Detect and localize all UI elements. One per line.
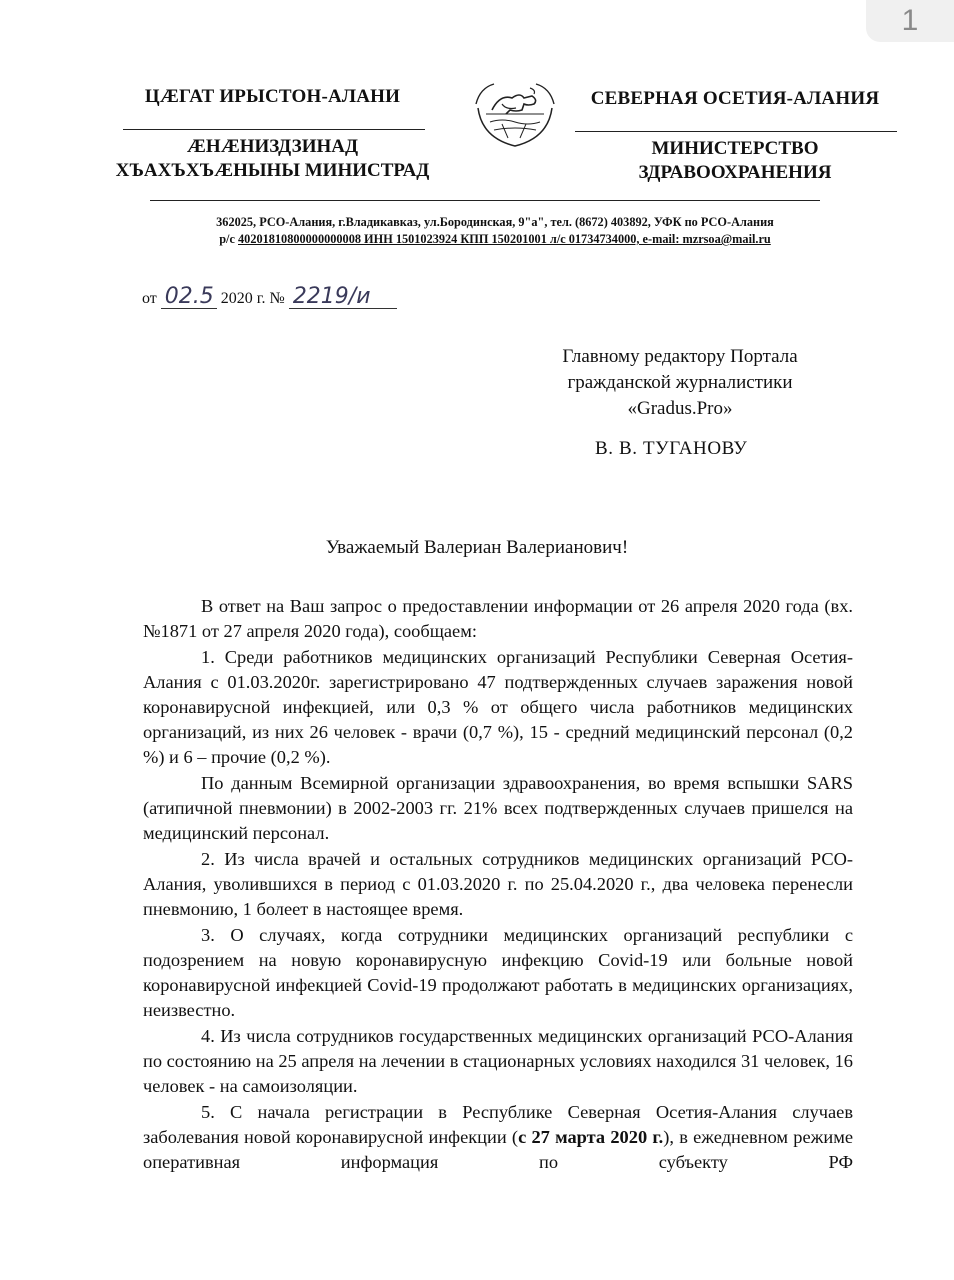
registration-start-date: с 27 марта 2020 г. <box>518 1127 664 1147</box>
outgoing-number-line <box>142 286 397 309</box>
recipient-line2: гражданской журналистики <box>567 372 793 393</box>
header-right-subtitle <box>565 137 905 185</box>
header-left-rule <box>123 129 425 130</box>
paragraph-item-1-who: По данным Всемирной организации здравоохранения, во время вспышки SARS (атипичной пневмонии) в 2002-2003 гг. 21% всех подтвержденных случаев пришелся на медицинский персонал. <box>143 773 853 843</box>
header-right-sub-line2: ЗДРАВООХРАНЕНИЯ <box>638 162 832 183</box>
address-line2: р/с 40201810800000000008 ИНН 1501023924 КПП 150201001 л/с 01734734000, e-mail: mzrsoa@mail.ru <box>219 232 771 246</box>
recipient-name: В. В. ТУГАНОВУ <box>595 438 748 459</box>
handwritten-outgoing-number: 2219/и <box>289 286 397 309</box>
header-left-subtitle <box>95 135 450 183</box>
coat-of-arms-leopard-icon <box>472 80 558 148</box>
recipient-line1: Главному редактору Портала <box>562 346 798 367</box>
greeting: Уважаемый Валериан Валерианович! <box>325 537 629 558</box>
paragraph-item-2: 2. Из числа врачей и остальных сотрудников медицинских организаций РСО-Алания, уволившихся в период с 01.03.2020 г. по 25.04.2020 г., два человека перенесли пневмонию, 1 болеет в настоящее время. <box>143 849 853 919</box>
paragraph-item-3: 3. О случаях, когда сотрудники медицинских организаций республики с подозрением на новую коронавирусную инфекцию Covid-19 или больные новой коронавирусной инфекцией Covid-19 продолжают работать в медицинских организациях, неизвестно. <box>143 925 853 1020</box>
header-right-title: СЕВЕРНАЯ ОСЕТИЯ-АЛАНИЯ <box>590 88 880 109</box>
paragraph-item-5: 5. С начала регистрации в Республике Северная Осетия-Алания случаев заболевания новой коронавирусной инфекции (с 27 марта 2020 г.), в ежедневном режиме оперативная информация по субъекту РФ <box>143 1102 854 1172</box>
letter-body <box>143 594 853 1176</box>
header-right-rule <box>575 131 897 132</box>
recipient-line3: «Gradus.Pro» <box>627 398 733 419</box>
handwritten-date: 02.5 <box>161 286 217 309</box>
outgoing-number-label: № <box>269 290 285 307</box>
header-left-sub-line2: ХЪАХЪХЪÆНЫНЫ МИНИСТРАД <box>115 160 430 181</box>
header-right-sub-line1: МИНИСТЕРСТВО <box>651 138 819 159</box>
address-block <box>100 214 890 248</box>
header-left-title: ЦÆГАТ ИРЫСТОН-АЛАНИ <box>144 86 401 107</box>
address-line1: 362025, РСО-Алания, г.Владикавказ, ул.Бородинская, 9"а", тел. (8672) 403892, УФК по РСО-Алания <box>216 215 774 229</box>
bank-account-details: 40201810800000000008 ИНН 1501023924 КПП 150201001 л/с 01734734000, e-mail: mzrsoa@mail.ru <box>238 232 771 246</box>
recipient-block <box>535 344 825 422</box>
paragraph-item-1: 1. Среди работников медицинских организаций Республики Северная Осетия-Алания с 01.03.2020г. зарегистрировано 47 подтвержденных случаев заражения новой коронавирусной инфекцией, или 0,3 % от общего числа работников медицинских организаций, из них 26 человек - врачи (0,7 %), 15 - средний медицинский персонал (0,2 %) и 6 – прочие (0,2 %). <box>143 647 853 767</box>
outgoing-year: 2020 г. <box>220 290 266 307</box>
header-bottom-rule <box>150 200 820 201</box>
paragraph-item-4: 4. Из числа сотрудников государственных медицинских организаций РСО-Алания по состоянию на 25 апреля на лечении в стационарных условиях находился 31 человек, 16 человек - на самоизоляции. <box>143 1026 853 1096</box>
outgoing-from-label: от <box>142 290 157 307</box>
page-number-badge: 1 <box>866 0 954 42</box>
header-left-sub-line1: ÆНÆНИЗДЗИНАД <box>186 136 359 157</box>
paragraph-intro: В ответ на Ваш запрос о предоставлении информации от 26 апреля 2020 года (вх. №1871 от 27 апреля 2020 года), сообщаем: <box>143 596 853 641</box>
